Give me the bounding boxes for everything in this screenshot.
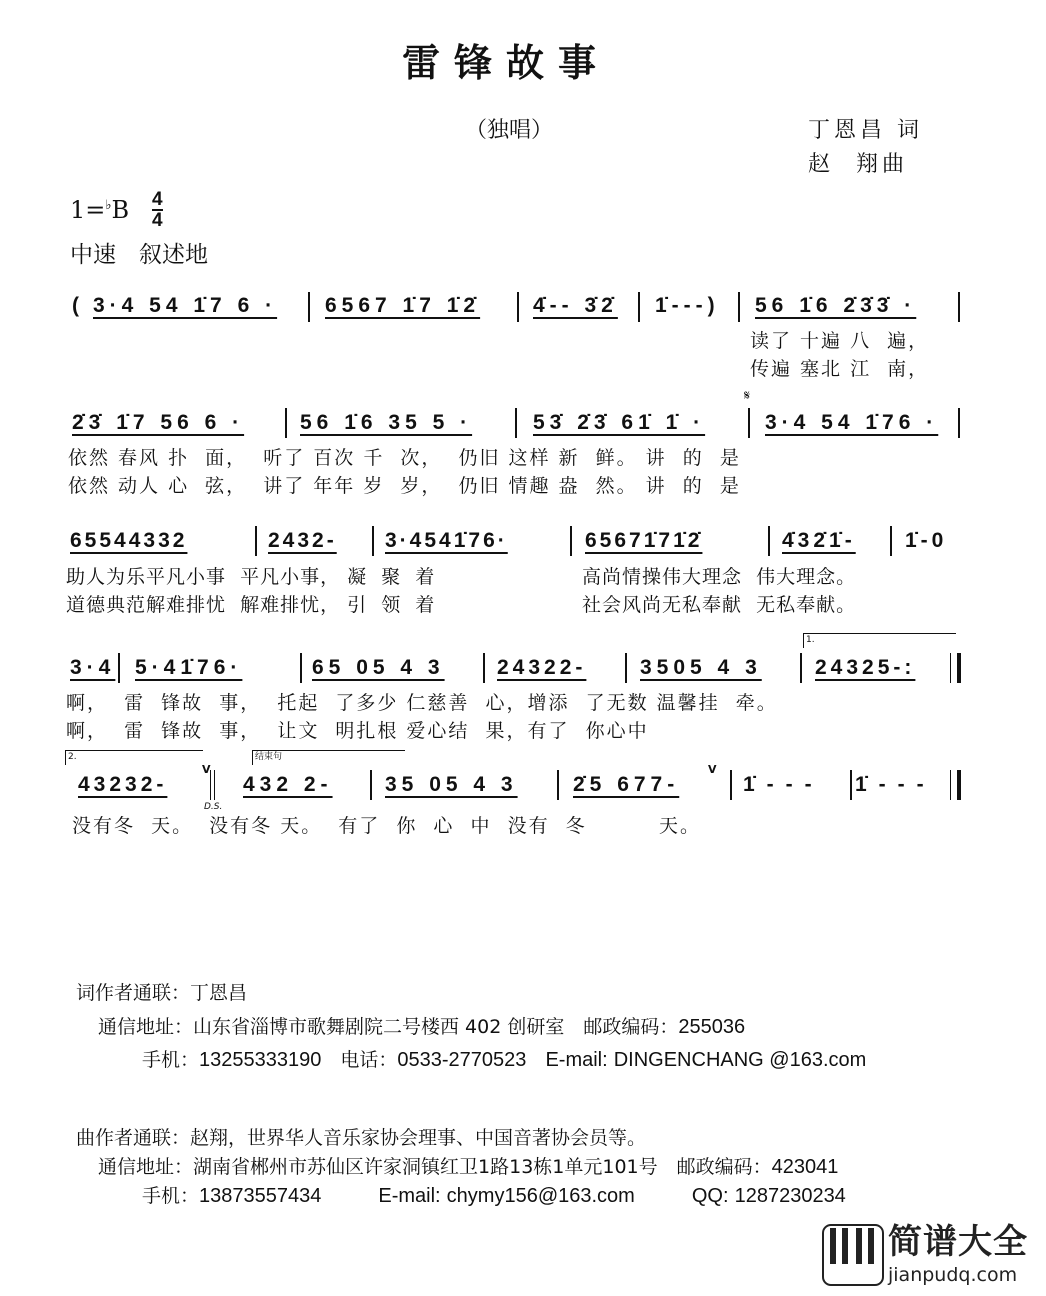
lyric-verse-2-b: 社会风尚无私奉献 无私奉献。 xyxy=(582,594,857,616)
barline xyxy=(372,526,374,556)
value: DINGENCHANG @163.com xyxy=(613,1049,867,1071)
ending-label: 结束句 xyxy=(255,752,283,762)
lyric-verse-1: 读了 十遍 八 遍， xyxy=(750,330,930,352)
label: 通信地址： xyxy=(98,1156,194,1178)
key-prefix: 1= xyxy=(70,196,106,224)
composer-address xyxy=(98,1155,838,1179)
barline xyxy=(483,653,485,683)
lyric-line: 没有冬 天。 没有冬 天。 有了 你 心 中 没有 冬 天。 xyxy=(72,815,702,837)
measure: 2432- xyxy=(268,529,337,552)
measure: 432 2- xyxy=(243,773,333,796)
measure: 2̇5 677- xyxy=(573,773,680,796)
composer-contact xyxy=(76,1127,646,1150)
lyric-verse-2: 传遍 塞北 江 南， xyxy=(750,358,930,380)
barline xyxy=(768,526,770,556)
lyricist-phones xyxy=(142,1048,866,1072)
barline xyxy=(738,292,740,322)
volta-1 xyxy=(803,633,956,648)
barline xyxy=(730,770,732,800)
measure: 1̇---) xyxy=(655,294,720,317)
composer-phones xyxy=(142,1184,846,1208)
measure: 24322- xyxy=(497,656,587,679)
measure: ( xyxy=(72,294,84,317)
label: 手机： xyxy=(142,1185,200,1207)
lyricist-contact xyxy=(76,982,247,1005)
watermark-logo xyxy=(822,1224,1042,1288)
barline xyxy=(800,653,802,683)
lyricist-address xyxy=(98,1015,745,1039)
measure: 65544332 xyxy=(70,529,188,552)
value: 13873557434 xyxy=(199,1185,322,1207)
volta-1-label: 1. xyxy=(806,635,815,645)
barline xyxy=(557,770,559,800)
lyric-verse-2: 啊， 雷 锋故 事， 让文 明扎根 爱心结 果，有了 你心中 xyxy=(66,720,649,742)
lyric-verse-1-b: 高尚情操伟大理念 伟大理念。 xyxy=(582,566,857,588)
measure: 43232- xyxy=(78,773,168,796)
measure: 2̇3̇ 1̇7 56 6 · xyxy=(72,411,245,434)
measure: 1̇--- xyxy=(855,773,936,796)
value: 山东省淄博市歌舞剧院二号楼西 402 创研室 xyxy=(193,1016,565,1038)
label: 手机： xyxy=(142,1049,200,1071)
barline xyxy=(300,653,302,683)
segno-sign: 𝄋 xyxy=(744,388,751,404)
value: 湖南省郴州市苏仙区许家洞镇红卫1路13栋1单元101号 xyxy=(193,1156,658,1178)
ending-bracket xyxy=(252,750,405,765)
measure: 6567 1̇7 1̇2̇ xyxy=(325,294,481,317)
time-top: 4 xyxy=(152,189,163,210)
label: E-mail: xyxy=(545,1049,608,1071)
lyric-verse-2: 依然 动人 心 弦， 讲了 年年 岁 岁， 仍旧 情趣 盎 然。 讲 的 是 xyxy=(68,475,741,497)
label: 通信地址： xyxy=(98,1016,194,1038)
lyric-verse-2: 道德典范解难排忧 解难排忧， 引 领 着 xyxy=(66,594,436,616)
label: E-mail: xyxy=(378,1185,441,1207)
tempo-marking: 中速 叙述地 xyxy=(70,242,208,268)
time-signature xyxy=(152,190,163,230)
barline xyxy=(370,770,372,800)
label: 邮政编码： xyxy=(676,1156,772,1178)
repeat-barline xyxy=(950,653,961,683)
measure: 3·4 54 1̇76 · xyxy=(765,411,939,434)
volta-2-label: 2. xyxy=(68,752,77,762)
measure: 56 1̇6 35 5 · xyxy=(300,411,473,434)
barline xyxy=(308,292,310,322)
final-barline xyxy=(950,770,961,800)
value: 赵翔，世界华人音乐家协会理事、中国音著协会员等。 xyxy=(190,1127,647,1149)
volta-2 xyxy=(65,750,203,765)
label: 曲作者通联： xyxy=(76,1127,191,1149)
measure: 35 05 4 3 xyxy=(385,773,518,796)
barline xyxy=(517,292,519,322)
performance-type: （独唱） xyxy=(465,118,554,143)
measure: 4̇-- 3̇2̇ xyxy=(533,294,618,317)
barline xyxy=(285,408,287,438)
measure: 65 05 4 3 xyxy=(312,656,445,679)
double-barline xyxy=(210,770,215,800)
measure: 56 1̇6 2̇3̇3̇ · xyxy=(755,294,917,317)
breath-mark: V xyxy=(708,763,717,776)
measure: 3505 4 3 xyxy=(640,656,762,679)
watermark-url: jianpudq.com xyxy=(888,1264,1018,1286)
label: 词作者通联： xyxy=(76,982,191,1004)
measure: 5·41̇76· xyxy=(135,656,243,679)
composer-credit: 赵 翔曲 xyxy=(808,152,908,177)
lyric-verse-1: 啊， 雷 锋故 事， 托起 了多少 仁慈善 心，增添 了无数 温馨挂 牵。 xyxy=(66,692,778,714)
barline xyxy=(748,408,750,438)
measure: 1̇--- xyxy=(743,773,824,796)
barline xyxy=(570,526,572,556)
barline xyxy=(850,770,852,800)
barline xyxy=(118,653,120,683)
label: 邮政编码： xyxy=(583,1016,679,1038)
lyricist-credit: 丁恩昌 词 xyxy=(808,118,923,143)
barline xyxy=(515,408,517,438)
measure: 53̇ 2̇3̇ 61̇ 1̇ · xyxy=(533,411,706,434)
measure: 65671̇71̇2̇ xyxy=(585,529,703,552)
barline xyxy=(255,526,257,556)
flat-sign: ♭ xyxy=(105,198,112,213)
value: 423041 xyxy=(771,1156,839,1178)
measure: 4̇32̇1̇- xyxy=(782,529,856,552)
breath-mark: V xyxy=(202,763,211,776)
value: 0533-2770523 xyxy=(397,1049,527,1071)
label: 电话： xyxy=(340,1049,398,1071)
key-signature xyxy=(70,196,129,225)
lyric-verse-1: 助人为乐平凡小事 平凡小事， 凝 聚 着 xyxy=(66,566,436,588)
value: 1287230234 xyxy=(734,1185,846,1207)
barline xyxy=(625,653,627,683)
watermark-name: 简谱大全 xyxy=(888,1222,1028,1262)
barline xyxy=(958,292,960,322)
ds-mark: D.S. xyxy=(204,802,223,812)
lyric-verse-1: 依然 春风 扑 面， 听了 百次 千 次， 仍旧 这样 新 鲜。 讲 的 是 xyxy=(68,447,741,469)
label: QQ: xyxy=(691,1185,729,1207)
song-title: 雷锋故事 xyxy=(402,40,611,85)
measure: 3·4 xyxy=(70,656,116,679)
value: 丁恩昌 xyxy=(190,982,248,1004)
value: 13255333190 xyxy=(199,1049,322,1071)
barline xyxy=(890,526,892,556)
barline xyxy=(958,408,960,438)
measure: 1̇-0 xyxy=(905,529,948,552)
key-note: B xyxy=(111,196,130,224)
measure: 3·4541̇76· xyxy=(385,529,508,552)
piano-keys-icon xyxy=(822,1224,884,1286)
measure: 3·4 54 1̇7 6 · xyxy=(93,294,278,317)
value: chymy156@163.com xyxy=(446,1185,635,1207)
barline xyxy=(638,292,640,322)
measure: 24325-: xyxy=(815,656,916,679)
time-bottom: 4 xyxy=(152,210,163,231)
value: 255036 xyxy=(678,1016,746,1038)
